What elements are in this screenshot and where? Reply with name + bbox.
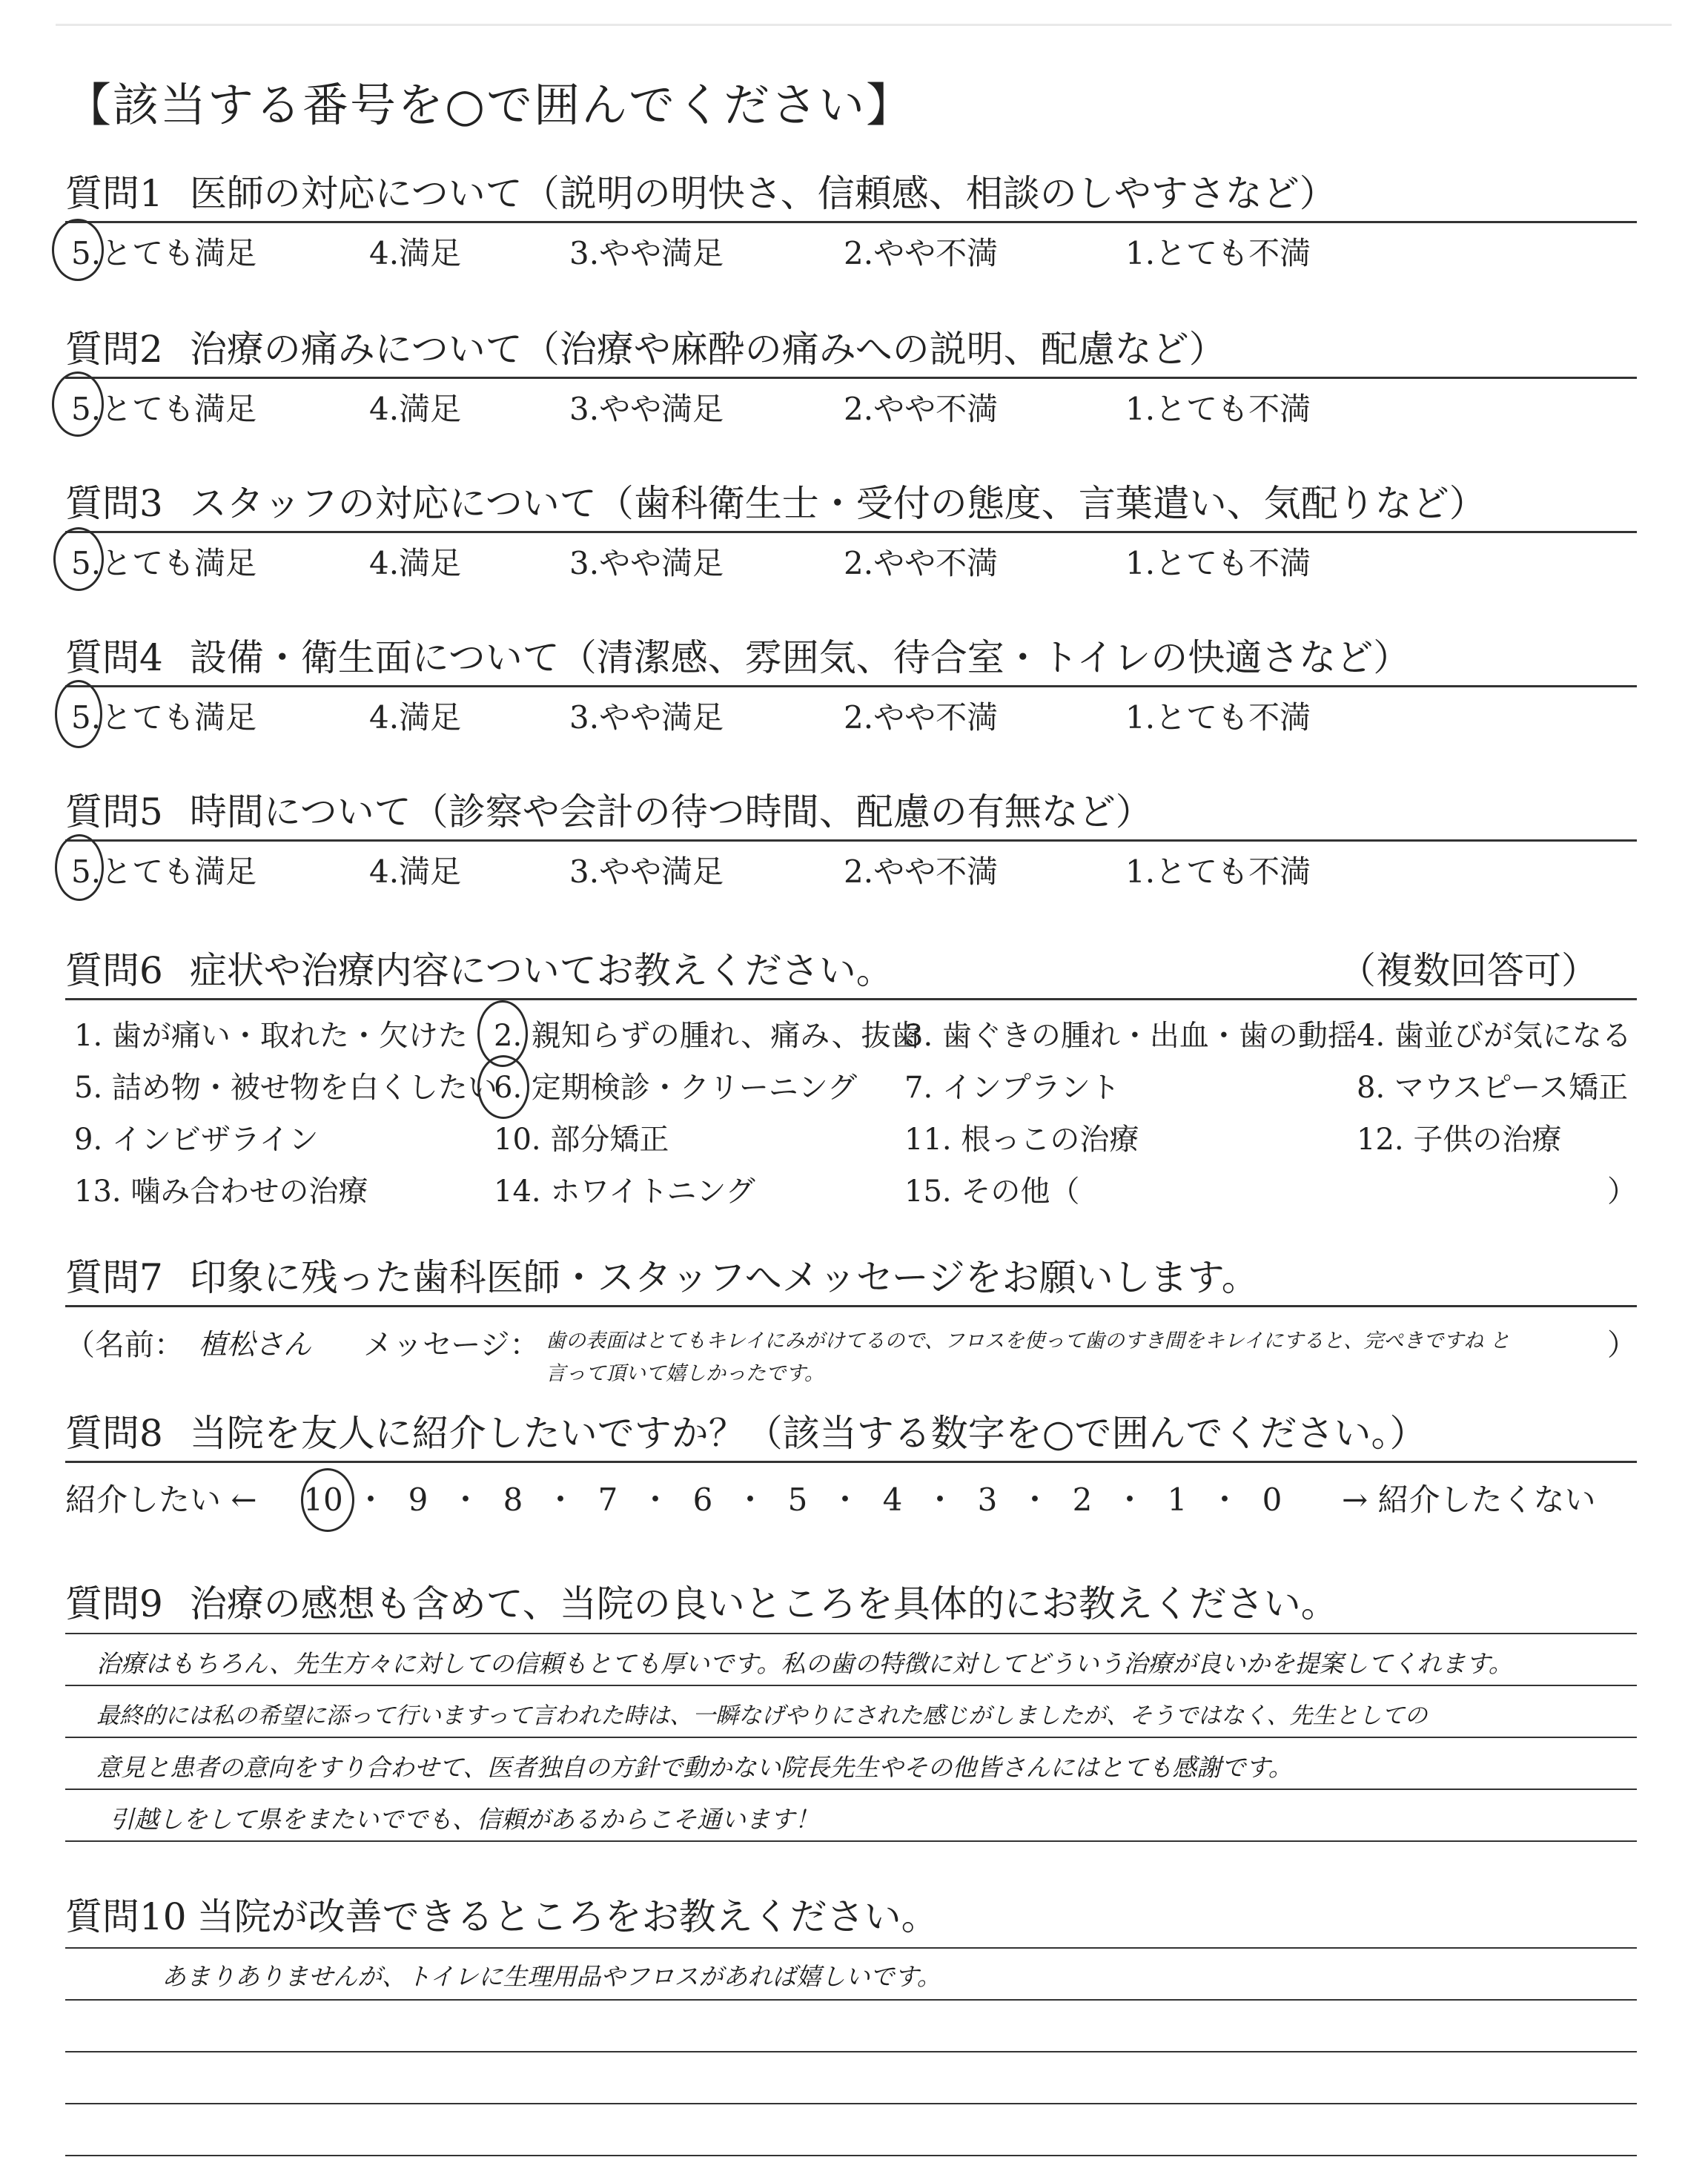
question-8 xyxy=(65,1409,1637,1542)
question-number: 質問3 xyxy=(65,482,163,525)
message-label: メッセージ： xyxy=(363,1328,540,1362)
symptom-option-5[interactable]: 5. 詰め物・被せ物を白くしたい xyxy=(74,1071,497,1105)
symptom-option-11[interactable]: 11. 根っこの治療 xyxy=(904,1123,1139,1157)
rating-option-1[interactable]: 1.とても不満 xyxy=(1125,391,1311,427)
symptom-option-15[interactable]: 15. その他（ xyxy=(904,1175,1080,1209)
answer-line xyxy=(65,2103,1637,2104)
scale-9[interactable]: 9 xyxy=(408,1482,428,1518)
name-value[interactable]: 植松さん xyxy=(199,1328,312,1361)
answer-line xyxy=(65,1840,1637,1842)
symptom-option-2[interactable]: 2. 親知らずの腫れ、痛み、抜歯 xyxy=(494,1019,921,1053)
rating-option-5[interactable]: 5.とても満足 xyxy=(71,545,257,581)
answer-text-line[interactable]: 治療はもちろん、先生方々に対しての信頼もとても厚いです。私の歯の特徴に対してどういう治療が良いかを提案してくれます。 xyxy=(96,1649,1513,1678)
rating-option-4[interactable]: 4.満足 xyxy=(369,235,462,271)
scale-1[interactable]: 1 xyxy=(1167,1482,1188,1518)
scale-6[interactable]: 6 xyxy=(692,1482,713,1518)
rating-option-5[interactable]: 5.とても満足 xyxy=(71,853,257,890)
symptom-option-14[interactable]: 14. ホワイトニング xyxy=(494,1175,755,1209)
question-number: 質問1 xyxy=(65,172,163,215)
question-number: 質問7 xyxy=(65,1256,163,1299)
rating-option-2[interactable]: 2.やや不満 xyxy=(844,391,999,427)
answer-line xyxy=(65,1685,1637,1686)
answer-line xyxy=(65,1999,1637,2001)
rating-option-2[interactable]: 2.やや不満 xyxy=(844,699,999,736)
symptom-option-12[interactable]: 12. 子供の治療 xyxy=(1357,1123,1562,1157)
recommend-scale xyxy=(299,1476,1296,1520)
symptom-option-7[interactable]: 7. インプラント xyxy=(904,1071,1120,1105)
scale-0[interactable]: 0 xyxy=(1262,1482,1282,1518)
answer-line xyxy=(65,1633,1637,1634)
scale-dot: ・ xyxy=(734,1482,766,1518)
not-recommend-label: → 紹介したくない xyxy=(1342,1482,1596,1518)
scale-dot: ・ xyxy=(1019,1482,1050,1518)
question-7 xyxy=(65,1253,1637,1394)
answer-line xyxy=(65,2155,1637,2156)
question-5 xyxy=(65,787,1637,889)
question-number: 質問2 xyxy=(65,328,163,371)
rating-option-3[interactable]: 3.やや満足 xyxy=(569,391,724,427)
symptom-option-13[interactable]: 13. 噛み合わせの治療 xyxy=(74,1175,368,1209)
rating-option-4[interactable]: 4.満足 xyxy=(369,853,462,890)
question-4 xyxy=(65,633,1637,735)
divider xyxy=(65,1305,1637,1307)
scale-4[interactable]: 4 xyxy=(882,1482,903,1518)
scale-dot: ・ xyxy=(1208,1482,1240,1518)
scale-dot: ・ xyxy=(1113,1482,1145,1518)
symptom-option-4[interactable]: 4. 歯並びが気になる xyxy=(1357,1019,1632,1053)
scale-dot: ・ xyxy=(924,1482,956,1518)
question-text: 症状や治療内容についてお教えください。 xyxy=(189,949,893,992)
question-2 xyxy=(65,325,1637,426)
message-line-2[interactable]: 言って頂いて嬉しかったです。 xyxy=(546,1362,824,1385)
question-number: 質問6 xyxy=(65,949,163,992)
question-number: 質問8 xyxy=(65,1412,163,1455)
scale-2[interactable]: 2 xyxy=(1072,1482,1093,1518)
other-close-paren: ） xyxy=(1607,1175,1637,1209)
question-number: 質問4 xyxy=(65,636,163,679)
symptom-option-10[interactable]: 10. 部分矯正 xyxy=(494,1123,669,1157)
question-text: スタッフの対応について（歯科衛生士・受付の態度、言葉遣い、気配りなど） xyxy=(189,482,1486,525)
rating-option-3[interactable]: 3.やや満足 xyxy=(569,545,724,581)
message-close-paren: ） xyxy=(1607,1328,1637,1362)
question-1 xyxy=(65,169,1637,271)
answer-text-line[interactable]: 意見と患者の意向をすり合わせて、医者独自の方針で動かない院長先生やその他皆さんにはとても感謝です。 xyxy=(96,1753,1293,1782)
question-6 xyxy=(65,946,1637,1212)
scale-dot: ・ xyxy=(354,1482,386,1518)
question-text: 治療の痛みについて（治療や麻酔の痛みへの説明、配慮など） xyxy=(189,328,1226,371)
answer-line xyxy=(65,1947,1637,1949)
rating-option-1[interactable]: 1.とても不満 xyxy=(1125,545,1311,581)
scale-3[interactable]: 3 xyxy=(977,1482,998,1518)
question-text: 印象に残った歯科医師・スタッフへメッセージをお願いします。 xyxy=(189,1256,1259,1299)
scale-dot: ・ xyxy=(639,1482,671,1518)
rating-option-2[interactable]: 2.やや不満 xyxy=(844,235,999,271)
answer-text-line[interactable]: あまりありませんが、トイレに生理用品やフロスがあれば嬉しいです。 xyxy=(162,1962,941,1991)
question-number: 質問10 xyxy=(65,1895,187,1938)
rating-option-5[interactable]: 5.とても満足 xyxy=(71,235,257,271)
answer-line xyxy=(65,2051,1637,2052)
question-text: 治療の感想も含めて、当院の良いところを具体的にお教えください。 xyxy=(189,1582,1338,1625)
rating-option-3[interactable]: 3.やや満足 xyxy=(569,235,724,271)
symptom-option-9[interactable]: 9. インビザライン xyxy=(74,1123,319,1157)
answer-line xyxy=(65,1789,1637,1790)
question-text: 当院を友人に紹介したいですか？（該当する数字を○で囲んでください。） xyxy=(189,1412,1427,1455)
answer-text-line[interactable]: 最終的には私の希望に添って行いますって言われた時は、一瞬なげやりにされた感じがしましたが、そうではなく、先生としての xyxy=(96,1702,1428,1729)
top-border-line xyxy=(56,24,1672,26)
question-text: 時間について（診察や会計の待つ時間、配慮の有無など） xyxy=(189,790,1153,833)
rating-option-3[interactable]: 3.やや満足 xyxy=(569,699,724,736)
scale-8[interactable]: 8 xyxy=(503,1482,523,1518)
question-text: 当院が改善できるところをお教えください。 xyxy=(196,1895,939,1938)
divider xyxy=(65,1461,1637,1463)
message-line-1[interactable]: 歯の表面はとてもキレイにみがけてるので、フロスを使って歯のすき間をキレイにすると、完ぺきですね と xyxy=(546,1330,1510,1353)
scale-dot: ・ xyxy=(449,1482,481,1518)
scale-dot: ・ xyxy=(544,1482,576,1518)
rating-option-5[interactable]: 5.とても満足 xyxy=(71,391,257,427)
scale-10[interactable]: 10 xyxy=(303,1482,343,1518)
rating-option-1[interactable]: 1.とても不満 xyxy=(1125,235,1311,271)
rating-option-4[interactable]: 4.満足 xyxy=(369,391,462,427)
name-label: （名前： xyxy=(65,1328,184,1362)
rating-option-5[interactable]: 5.とても満足 xyxy=(71,699,257,736)
page-title: 【該当する番号を○で囲んでください】 xyxy=(65,78,914,132)
recommend-label: 紹介したい ← xyxy=(65,1482,257,1518)
answer-text-line[interactable]: 引越しをして県をまたいででも、信頼があるからこそ通います！ xyxy=(110,1805,819,1834)
question-text: 医師の対応について（説明の明快さ、信頼感、相談のしやすさなど） xyxy=(189,172,1337,215)
rating-option-2[interactable]: 2.やや不満 xyxy=(844,545,999,581)
question-number: 質問5 xyxy=(65,790,163,833)
rating-option-3[interactable]: 3.やや満足 xyxy=(569,853,724,890)
question-number: 質問9 xyxy=(65,1582,163,1625)
rating-option-4[interactable]: 4.満足 xyxy=(369,699,462,736)
symptom-option-3[interactable]: 3. 歯ぐきの腫れ・出血・歯の動揺 xyxy=(904,1019,1357,1053)
rating-option-1[interactable]: 1.とても不満 xyxy=(1125,853,1311,890)
scale-dot: ・ xyxy=(829,1482,861,1518)
question-9 xyxy=(65,1579,1637,1861)
rating-option-2[interactable]: 2.やや不満 xyxy=(844,853,999,890)
rating-option-4[interactable]: 4.満足 xyxy=(369,545,462,581)
symptom-option-6[interactable]: 6. 定期検診・クリーニング xyxy=(494,1071,858,1105)
rating-option-1[interactable]: 1.とても不満 xyxy=(1125,699,1311,736)
question-text: 設備・衛生面について（清潔感、雰囲気、待合室・トイレの快適さなど） xyxy=(189,636,1411,679)
question-3 xyxy=(65,479,1637,581)
symptom-option-8[interactable]: 8. マウスピース矯正 xyxy=(1357,1071,1629,1105)
question-10 xyxy=(65,1892,1637,2144)
answer-line xyxy=(65,1737,1637,1738)
scale-5[interactable]: 5 xyxy=(787,1482,808,1518)
multiple-answer-note: （複数回答可） xyxy=(1339,949,1598,992)
scale-7[interactable]: 7 xyxy=(598,1482,618,1518)
symptom-option-1[interactable]: 1. 歯が痛い・取れた・欠けた xyxy=(74,1019,468,1053)
